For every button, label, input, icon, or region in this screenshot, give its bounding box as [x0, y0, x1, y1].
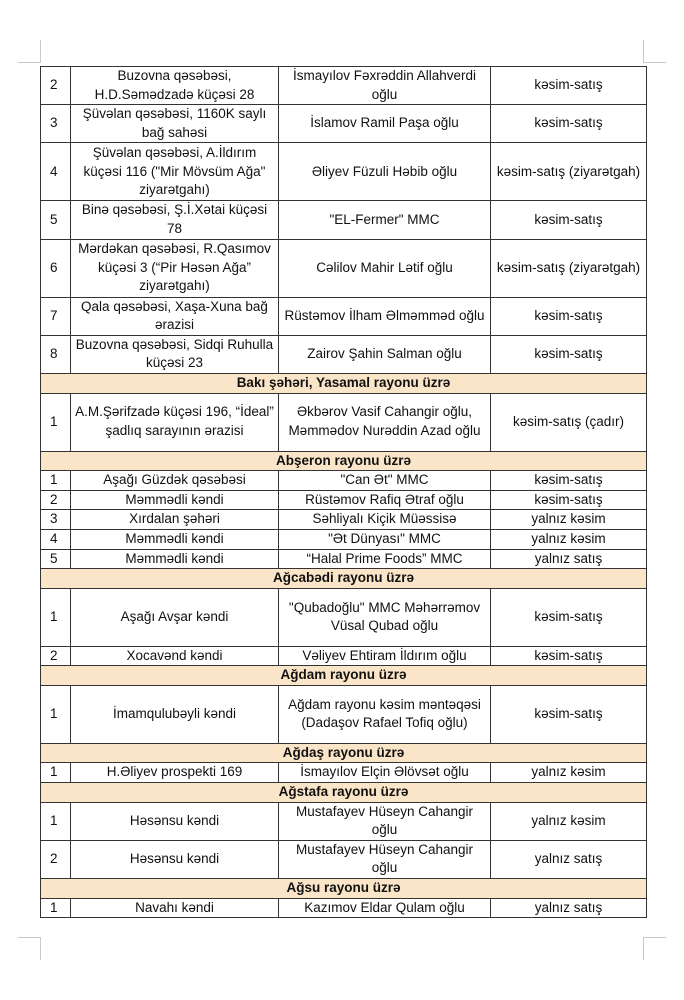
address-cell: Məmmədli kəndi: [71, 529, 279, 549]
activity-type-cell: kəsim-satış: [491, 201, 647, 239]
owner-cell: İsmayılov Fəxrəddin Allahverdi oğlu: [279, 67, 491, 105]
row-number: 6: [41, 239, 71, 297]
activity-type-cell: kəsim-satış: [491, 490, 647, 510]
activity-type-cell: kəsim-satış (çadır): [491, 393, 647, 451]
table-row: [41, 471, 647, 491]
address-cell: Həsənsu kəndi: [71, 802, 279, 840]
owner-cell: Mustafayev Hüseyn Cahangir oğlu: [279, 840, 491, 878]
owner-cell: Vəliyev Ehtiram İldırım oğlu: [279, 646, 491, 666]
row-number: 3: [41, 510, 71, 530]
section-title: Bakı şəhəri, Yasamal rayonu üzrə: [41, 373, 647, 393]
activity-type-cell: yalnız satış: [491, 549, 647, 569]
table-row: [41, 239, 647, 297]
crop-mark-top-left: [18, 40, 41, 63]
row-number: 1: [41, 898, 71, 918]
row-number: 2: [41, 490, 71, 510]
section-title: Ağdaş rayonu üzrə: [41, 743, 647, 763]
activity-type-cell: kəsim-satış: [491, 588, 647, 646]
row-number: 3: [41, 105, 71, 143]
crop-mark-bottom-right: [643, 937, 666, 960]
row-number: 2: [41, 840, 71, 878]
section-header-row: [41, 666, 647, 686]
table-row: [41, 297, 647, 335]
activity-type-cell: kəsim-satış: [491, 335, 647, 373]
row-number: 1: [41, 588, 71, 646]
section-title: Ağstafa rayonu üzrə: [41, 783, 647, 803]
row-number: 7: [41, 297, 71, 335]
row-number: 4: [41, 143, 71, 201]
address-cell: Binə qəsəbəsi, Ş.İ.Xətai küçəsi 78: [71, 201, 279, 239]
address-cell: Mərdəkan qəsəbəsi, R.Qasımov küçəsi 3 (“Pir Həsən Ağa” ziyarətgahı): [71, 239, 279, 297]
address-cell: Şüvəlan qəsəbəsi, 1160K saylı bağ sahəsi: [71, 105, 279, 143]
row-number: 8: [41, 335, 71, 373]
section-header-row: [41, 451, 647, 471]
row-number: 2: [41, 646, 71, 666]
row-number: 2: [41, 67, 71, 105]
activity-type-cell: kəsim-satış: [491, 471, 647, 491]
activity-type-cell: yalnız satış: [491, 898, 647, 918]
table-row: [41, 490, 647, 510]
section-title: Abşeron rayonu üzrə: [41, 451, 647, 471]
address-cell: Navahı kəndi: [71, 898, 279, 918]
row-number: 5: [41, 549, 71, 569]
owner-cell: Səhliyalı Kiçik Müəssisə: [279, 510, 491, 530]
address-cell: Xocavənd kəndi: [71, 646, 279, 666]
crop-mark-top-right: [643, 40, 666, 63]
section-title: Ağsu rayonu üzrə: [41, 879, 647, 899]
address-cell: Aşağı Avşar kəndi: [71, 588, 279, 646]
activity-type-cell: yalnız kəsim: [491, 529, 647, 549]
activity-type-cell: kəsim-satış: [491, 105, 647, 143]
slaughter-points-table: [40, 66, 647, 918]
owner-cell: Rüstəmov Rafiq Ətraf oğlu: [279, 490, 491, 510]
table-row: [41, 763, 647, 783]
owner-cell: Əliyev Füzuli Həbib oğlu: [279, 143, 491, 201]
activity-type-cell: yalnız kəsim: [491, 763, 647, 783]
section-header-row: [41, 783, 647, 803]
table-row: [41, 588, 647, 646]
row-number: 4: [41, 529, 71, 549]
row-number: 1: [41, 393, 71, 451]
address-cell: Şüvəlan qəsəbəsi, A.İldırım küçəsi 116 ("Mir Mövsüm Ağa" ziyarətgahı): [71, 143, 279, 201]
activity-type-cell: yalnız kəsim: [491, 510, 647, 530]
address-cell: H.Əliyev prospekti 169: [71, 763, 279, 783]
table-row: [41, 393, 647, 451]
row-number: 1: [41, 471, 71, 491]
address-cell: Buzovna qəsəbəsi, H.D.Səmədzadə küçəsi 28: [71, 67, 279, 105]
owner-cell: Əkbərov Vasif Cahangir oğlu, Məmmədov Nurəddin Azad oğlu: [279, 393, 491, 451]
owner-cell: İsmayılov Elçin Əlövsət oğlu: [279, 763, 491, 783]
table-row: [41, 143, 647, 201]
table-row: [41, 802, 647, 840]
row-number: 1: [41, 763, 71, 783]
table-row: [41, 549, 647, 569]
activity-type-cell: yalnız kəsim: [491, 802, 647, 840]
activity-type-cell: yalnız satış: [491, 840, 647, 878]
section-header-row: [41, 743, 647, 763]
activity-type-cell: kəsim-satış: [491, 67, 647, 105]
table-body: [41, 67, 647, 918]
table-row: [41, 510, 647, 530]
row-number: 5: [41, 201, 71, 239]
table-row: [41, 67, 647, 105]
address-cell: Buzovna qəsəbəsi, Sidqi Ruhulla küçəsi 23: [71, 335, 279, 373]
row-number: 1: [41, 802, 71, 840]
table-row: [41, 685, 647, 743]
owner-cell: “Halal Prime Foods” MMC: [279, 549, 491, 569]
table-row: [41, 105, 647, 143]
address-cell: Məmmədli kəndi: [71, 490, 279, 510]
table-row: [41, 201, 647, 239]
table-row: [41, 898, 647, 918]
owner-cell: Mustafayev Hüseyn Cahangir oğlu: [279, 802, 491, 840]
section-header-row: [41, 373, 647, 393]
owner-cell: "Qubadoğlu" MMC Məhərrəmov Vüsal Qubad oğlu: [279, 588, 491, 646]
crop-mark-bottom-left: [18, 937, 41, 960]
owner-cell: "Ət Dünyası" MMC: [279, 529, 491, 549]
section-header-row: [41, 879, 647, 899]
address-cell: Həsənsu kəndi: [71, 840, 279, 878]
section-title: Ağdam rayonu üzrə: [41, 666, 647, 686]
address-cell: A.M.Şərifzadə küçəsi 196, “İdeal” şadlıq sarayının ərazisi: [71, 393, 279, 451]
owner-cell: Cəlilov Mahir Lətif oğlu: [279, 239, 491, 297]
owner-cell: Zairov Şahin Salman oğlu: [279, 335, 491, 373]
table-row: [41, 335, 647, 373]
address-cell: Məmmədli kəndi: [71, 549, 279, 569]
owner-cell: Kazımov Eldar Qulam oğlu: [279, 898, 491, 918]
address-cell: İmamqulubəyli kəndi: [71, 685, 279, 743]
owner-cell: "Can Ət" MMC: [279, 471, 491, 491]
activity-type-cell: kəsim-satış: [491, 685, 647, 743]
table-row: [41, 840, 647, 878]
section-title: Ağcabədi rayonu üzrə: [41, 569, 647, 589]
address-cell: Qala qəsəbəsi, Xaşa-Xuna bağ ərazisi: [71, 297, 279, 335]
owner-cell: İslamov Ramil Paşa oğlu: [279, 105, 491, 143]
activity-type-cell: kəsim-satış: [491, 297, 647, 335]
table-row: [41, 529, 647, 549]
activity-type-cell: kəsim-satış: [491, 646, 647, 666]
owner-cell: "EL-Fermer" MMC: [279, 201, 491, 239]
section-header-row: [41, 569, 647, 589]
table-row: [41, 646, 647, 666]
row-number: 1: [41, 685, 71, 743]
activity-type-cell: kəsim-satış (ziyarətgah): [491, 239, 647, 297]
owner-cell: Ağdam rayonu kəsim məntəqəsi (Dadaşov Rafael Tofiq oğlu): [279, 685, 491, 743]
address-cell: Aşağı Güzdək qəsəbəsi: [71, 471, 279, 491]
address-cell: Xırdalan şəhəri: [71, 510, 279, 530]
owner-cell: Rüstəmov İlham Əlməmməd oğlu: [279, 297, 491, 335]
activity-type-cell: kəsim-satış (ziyarətgah): [491, 143, 647, 201]
